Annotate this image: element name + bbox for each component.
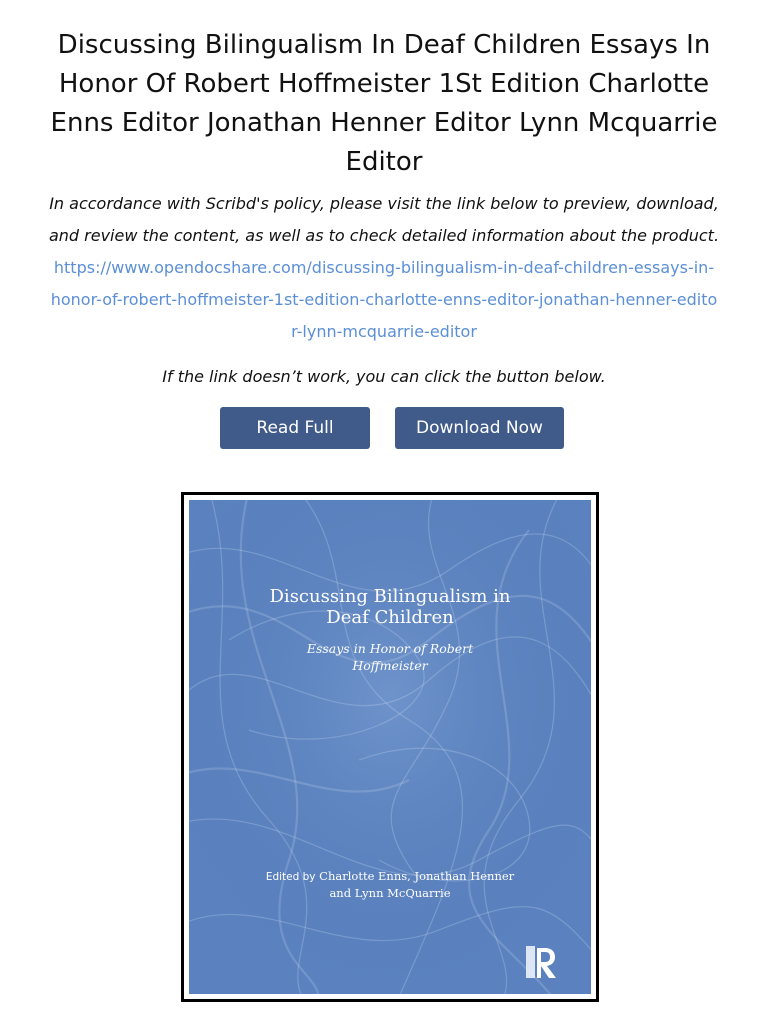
cover-subtitle (189, 640, 591, 674)
cover-subtitle-line: Essays in Honor of Robert (306, 641, 474, 656)
cover-editors-line: and Lynn McQuarrie (329, 886, 451, 900)
product-link[interactable]: https://www.opendocshare.com/discussing-bilingualism-in-deaf-children-essays-in-honor-of-robert-hoffmeister-1st-edition-charlotte-enns-editor-jonathan-henner-editor-lynn-mcquarrie-editor (50, 258, 718, 341)
read-full-button[interactable]: Read Full (220, 407, 370, 449)
routledge-r-icon (524, 944, 558, 980)
cover-title-line: Discussing Bilingualism in (269, 586, 511, 607)
cover-swirl-pattern (189, 500, 591, 994)
book-cover-frame (181, 492, 599, 1002)
download-now-button[interactable]: Download Now (395, 407, 564, 449)
cover-editors-line: Charlotte Enns, Jonathan Henner (319, 869, 515, 883)
page-title: Discussing Bilingualism In Deaf Children Essays In Honor Of Robert Hoffmeister 1St Edition Charlotte Enns Editor Jonathan Henner Editor Lynn Mcquarrie Editor (50, 30, 718, 177)
cover-editors (189, 868, 591, 901)
cover-title (189, 586, 591, 628)
book-cover (189, 500, 591, 994)
cover-edited-by-label: Edited by (265, 871, 316, 883)
cover-title-line: Deaf Children (326, 607, 454, 628)
policy-notice: In accordance with Scribd's policy, please visit the link below to preview, download, and review the content, as well as to check detailed information about the product. (48, 194, 720, 245)
cover-subtitle-line: Hoffmeister (352, 658, 428, 673)
fallback-instruction: If the link doesn’t work, you can click the button below. (162, 367, 606, 386)
